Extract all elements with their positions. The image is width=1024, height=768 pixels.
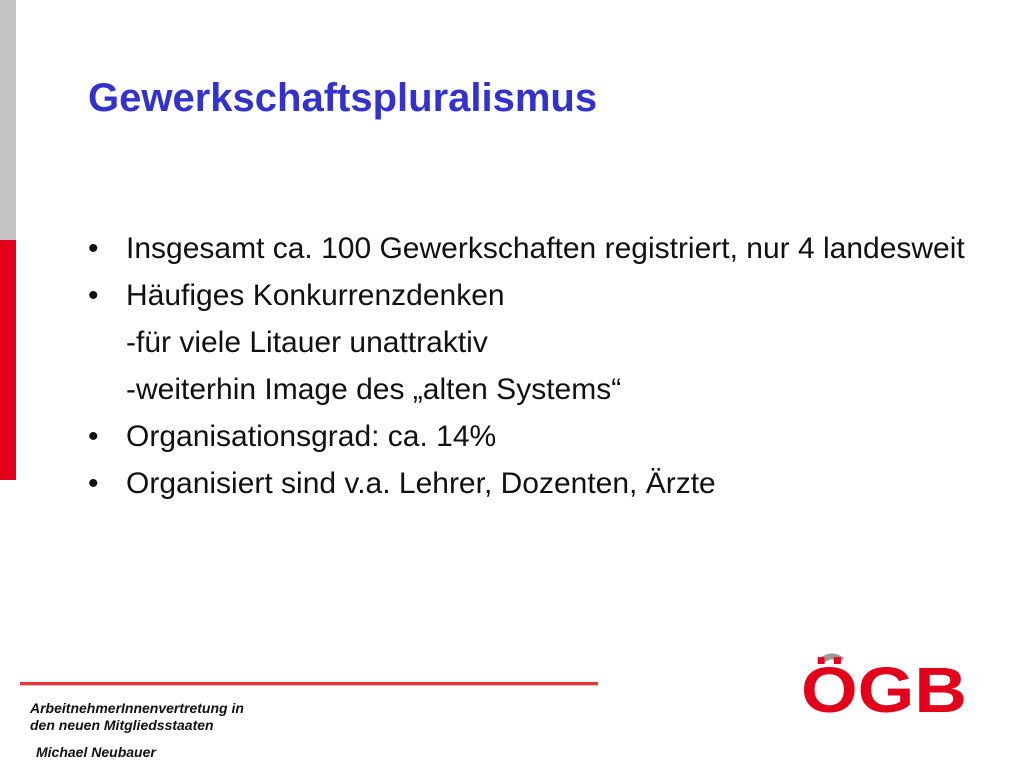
bullet-item [88,465,968,503]
bullet-icon: • [88,279,99,312]
bullet-text: Häufiges Konkurrenzdenken [126,279,505,312]
bullet-text: Insgesamt ca. 100 Gewerkschaften registriert, nur 4 landesweit [126,232,965,265]
oegb-logo-icon [798,650,970,718]
bullet-list [88,230,968,512]
bullet-icon: • [88,420,99,453]
side-bar-gray [0,0,16,240]
footer-author: Michael Neubauer [36,744,156,760]
logo-text: ÖGB [801,654,967,718]
sub-item-text: -weiterhin Image des „alten Systems“ [126,373,622,406]
sub-item [88,371,968,409]
side-bar-red [0,240,16,480]
bullet-item [88,418,968,456]
bullet-icon: • [88,467,99,500]
bullet-text: Organisationsgrad: ca. 14% [126,420,497,453]
footer-line-1: ArbeitnehmerInnenvertretung in [30,700,244,716]
bullet-item [88,230,968,268]
footer-line-2: den neuen Mitgliedsstaaten [30,717,214,733]
bullet-item [88,277,968,315]
bullet-icon: • [88,232,99,265]
footer-caption [30,700,244,734]
slide-title: Gewerkschaftspluralismus [88,76,598,120]
sub-item [88,324,968,362]
sub-item-text: -für viele Litauer unattraktiv [126,326,488,359]
footer-divider [20,682,598,685]
bullet-text: Organisiert sind v.a. Lehrer, Dozenten, Ärzte [126,467,716,500]
